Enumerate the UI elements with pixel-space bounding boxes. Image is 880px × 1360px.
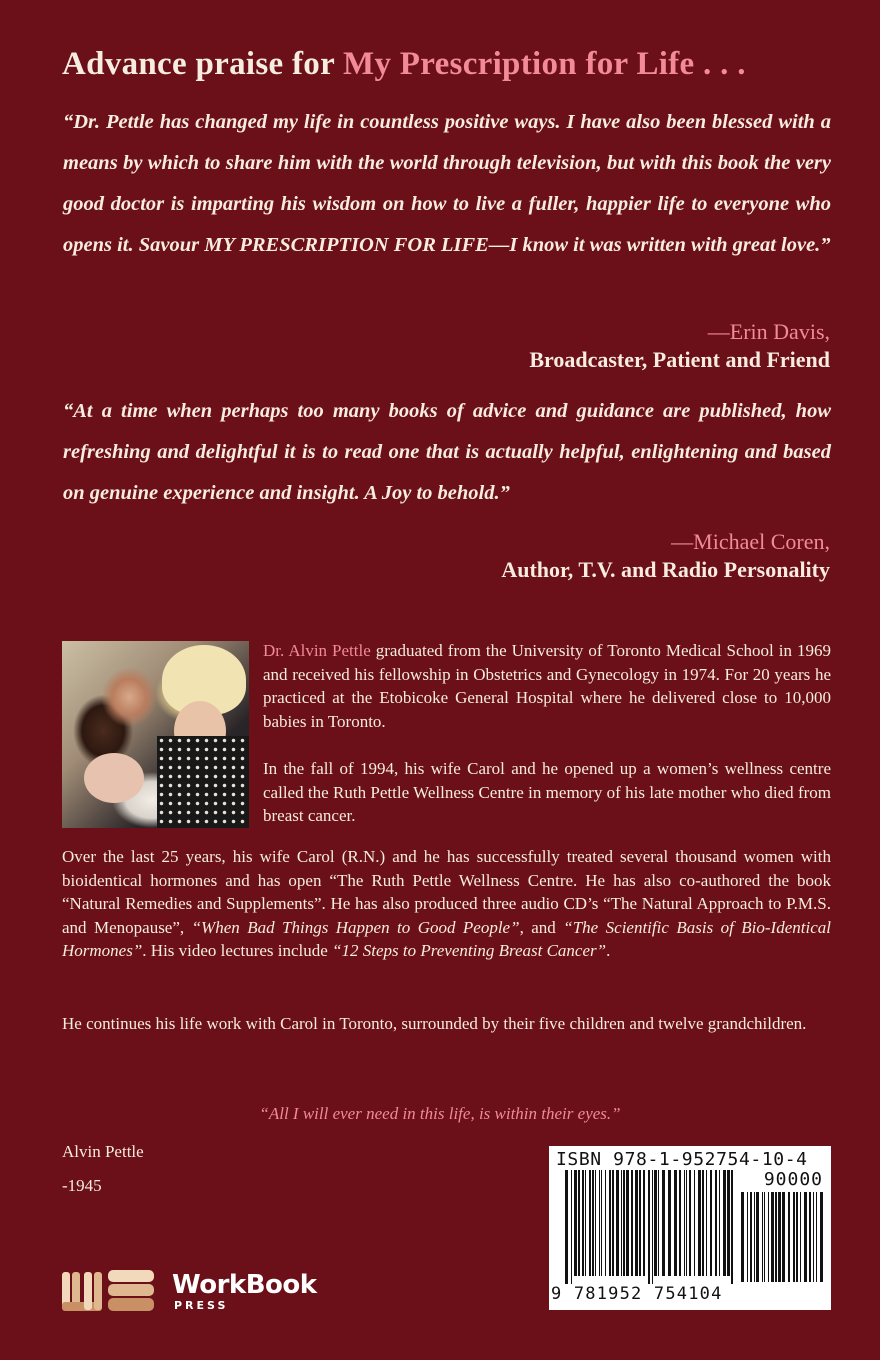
- barcode-bar: [778, 1192, 781, 1282]
- barcode-bar: [816, 1192, 817, 1282]
- barcode-bar: [605, 1170, 606, 1276]
- barcode-bar: [788, 1192, 790, 1282]
- barcode-bar: [626, 1170, 629, 1276]
- barcode-bar: [601, 1170, 602, 1276]
- barcode-bar: [804, 1192, 807, 1282]
- publisher-sub: PRESS: [174, 1299, 229, 1312]
- barcode-bar: [574, 1170, 577, 1276]
- isbn-label: ISBN 978-1-952754-10-4: [556, 1149, 808, 1170]
- bio-p3-b: , and: [519, 917, 564, 937]
- photo-detail: [157, 736, 249, 828]
- bio-p1-text: graduated from the University of Toronto Medical School in 1969 and received his fellowship in Obstetrics and Gynecology in 1974. For 20 years he practiced at the Etobicoke General Hospital where he delivered close to 10,000 babies in Toronto.: [263, 641, 832, 731]
- barcode-bar: [731, 1170, 733, 1284]
- bio-p3-title-3: “12 Steps to Preventing Breast Cancer”: [332, 941, 607, 960]
- bio-p3-c: . His video lectures include: [142, 941, 333, 960]
- bio-paragraph-3: [62, 845, 831, 963]
- bio-p3-d: .: [606, 941, 611, 960]
- barcode-bar: [668, 1170, 671, 1276]
- author-family-photo: [62, 641, 249, 828]
- heading-prefix: Advance praise for: [62, 46, 335, 82]
- publisher-name: WorkBook: [172, 1270, 317, 1300]
- praise-attribution-2: [501, 528, 830, 584]
- barcode-bar: [686, 1170, 687, 1276]
- barcode-bars-addon: [741, 1192, 823, 1284]
- barcode-bar: [702, 1170, 704, 1276]
- barcode-bar: [648, 1170, 650, 1284]
- barcode-bar: [796, 1192, 798, 1282]
- attribution-role-1: Broadcaster, Patient and Friend: [529, 347, 830, 372]
- barcode-bar: [592, 1170, 594, 1276]
- barcode-bar: [616, 1170, 619, 1276]
- barcode-bar: [775, 1192, 777, 1282]
- barcode-bar: [809, 1192, 811, 1282]
- barcode-bar: [585, 1170, 586, 1276]
- barcode-bar: [715, 1170, 717, 1276]
- barcode-bar: [654, 1170, 657, 1276]
- photo-detail: [84, 753, 144, 803]
- barcode-bar: [698, 1170, 701, 1276]
- barcode-bar: [754, 1192, 755, 1282]
- barcode-bar: [689, 1170, 691, 1276]
- praise-attribution-1: [529, 318, 830, 374]
- barcode-bar: [741, 1192, 744, 1282]
- barcode-bar: [813, 1192, 814, 1282]
- price-code: 90000: [763, 1169, 823, 1190]
- barcode-bar: [727, 1170, 730, 1276]
- barcode-bar: [621, 1170, 622, 1276]
- barcode-bar: [612, 1170, 614, 1276]
- barcode-bar: [582, 1170, 584, 1276]
- barcode-bar: [771, 1192, 774, 1282]
- barcode-bar: [623, 1170, 625, 1276]
- barcode-bar: [662, 1170, 665, 1276]
- barcode-bar: [635, 1170, 638, 1276]
- barcode-bar: [639, 1170, 641, 1276]
- heading-book-title: My Prescription for Life . . .: [343, 46, 746, 82]
- barcode-bar: [750, 1192, 752, 1282]
- barcode-bar: [595, 1170, 596, 1276]
- attribution-role-2: Author, T.V. and Radio Personality: [501, 557, 830, 582]
- barcode-bar: [706, 1170, 707, 1276]
- attribution-name-1: —Erin Davis,: [707, 319, 830, 344]
- barcode-bar: [756, 1192, 759, 1282]
- bio-paragraph-4: He continues his life work with Carol in Toronto, surrounded by their five children and twelve grandchildren.: [62, 1014, 807, 1033]
- bio-p3-title-1: “When Bad Things Happen to Good People”: [191, 917, 520, 937]
- heading: [62, 46, 842, 83]
- barcode-bar: [764, 1192, 765, 1282]
- bio-paragraph-1: [263, 639, 831, 733]
- barcode-bar: [719, 1170, 720, 1276]
- barcode-bar: [571, 1170, 572, 1284]
- barcode-bar: [800, 1192, 801, 1282]
- barcode-bar: [723, 1170, 726, 1276]
- barcode-bar: [747, 1192, 748, 1282]
- barcode-bar: [768, 1192, 769, 1282]
- bio-p3-title-2: “The Scientific Basis of Bio-Identical Hormones”: [62, 917, 831, 960]
- praise-quote-1: “Dr. Pettle has changed my life in countless positive ways. I have also been blessed with a means by which to share him with the world through television, but with this book the very good doctor is imparting his wisdom on how to live a fuller, happier life to everyone who opens it. Savour MY PRESCRIPTION FOR LIFE—I know it was written with great love.”: [63, 111, 831, 256]
- workbook-logo-icon: [62, 1268, 156, 1314]
- barcode-bar: [578, 1170, 580, 1276]
- barcode-bar: [694, 1170, 695, 1276]
- bio-p3-a: Over the last 25 years, his wife Carol (R.N.) and he has successfully treated several thousand women with bioidentical hormones and has open “The Ruth Pettle Wellness Centre. He has also co-authored the book “Natural Remedies and Supplements”. He has also produced three audio CD’s “The Natural Approach to P.M.S. and Menopause”,: [62, 847, 831, 937]
- attribution-name-2: —Michael Coren,: [671, 529, 830, 554]
- praise-quote-2: “At a time when perhaps too many books of advice and guidance are published, how refreshing and delightful it is to read one that is actually helpful, enlightening and based on genuine experience and insight. A Joy to behold.”: [63, 400, 831, 504]
- bio-paragraph-2: In the fall of 1994, his wife Carol and he opened up a women’s wellness centre called the Ruth Pettle Wellness Centre in memory of his late mother who died from breast cancer.: [263, 759, 831, 825]
- signature-name: Alvin Pettle: [62, 1142, 144, 1161]
- barcode-bar: [684, 1170, 685, 1276]
- barcode-bar: [820, 1192, 823, 1282]
- closing-quote: “All I will ever need in this life, is within their eyes.”: [259, 1104, 621, 1123]
- barcode-bar: [793, 1192, 795, 1282]
- barcode-digits: 9 781952 754104: [551, 1284, 723, 1304]
- barcode-bar: [674, 1170, 677, 1276]
- barcode-bar: [589, 1170, 591, 1276]
- barcode-bar: [710, 1170, 712, 1276]
- publisher-logo: [62, 1268, 332, 1316]
- barcode-bar: [599, 1170, 600, 1276]
- barcode-bar: [782, 1192, 785, 1282]
- barcode-bar: [609, 1170, 611, 1276]
- bio-author-name: Dr. Alvin Pettle: [263, 641, 371, 660]
- isbn-barcode: [549, 1146, 831, 1310]
- barcode-bar: [652, 1170, 653, 1284]
- barcode-bar: [679, 1170, 681, 1276]
- barcode-bars-main: [565, 1170, 735, 1284]
- barcode-bar: [565, 1170, 568, 1284]
- barcode-bar: [658, 1170, 659, 1276]
- barcode-bar: [631, 1170, 633, 1276]
- barcode-bar: [762, 1192, 763, 1282]
- signature-year: -1945: [62, 1176, 102, 1195]
- barcode-bar: [643, 1170, 645, 1276]
